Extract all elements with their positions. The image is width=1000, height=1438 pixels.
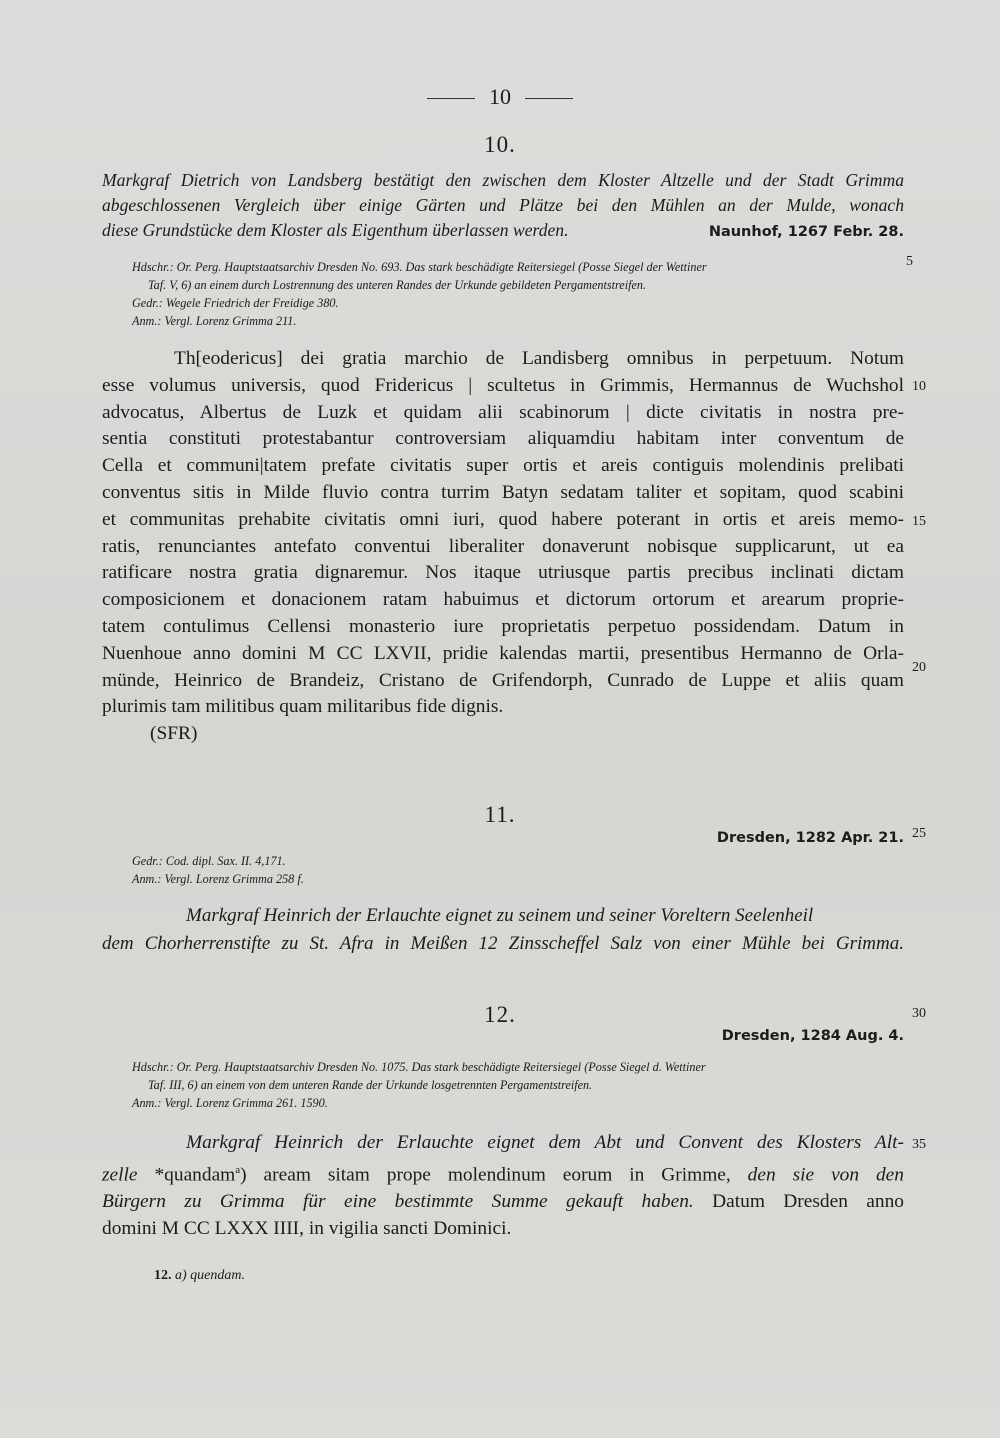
- text-line: plurimis tam militibus quam militaribus fide dignis.: [102, 696, 504, 718]
- regest-line: diese Grundstücke dem Kloster als Eigenthum überlassen werden.: [102, 220, 569, 240]
- text-line: Th[eodericus] dei gratia marchio de Landisberg omnibus in perpetuum. Notum: [174, 348, 904, 369]
- text-line: sentia constituti protestabantur controversiam aliquamdiu habitam inter conventum de: [102, 428, 904, 450]
- apparatus-line: Gedr.: Wegele Friedrich der Freidige 380.: [132, 296, 339, 310]
- page-number: 10: [489, 84, 511, 109]
- regest-last-row: [102, 218, 904, 245]
- line-number: 35: [912, 1137, 926, 1152]
- text-line: ratis, renunciantes antefato conventui liberaliter donaverunt nobisque supplicarunt, ut ea: [102, 535, 904, 557]
- text-line: [102, 1189, 904, 1216]
- apparatus-10: [132, 258, 904, 330]
- regest-line: Markgraf Dietrich von Landsberg bestätigt den zwischen dem Kloster Altzelle und der Stadt Grimma: [102, 170, 904, 190]
- place-date: Dresden, 1282 Apr. 21.: [716, 830, 904, 846]
- text-line: [102, 1157, 904, 1189]
- doc-number-11: 11.: [484, 802, 516, 827]
- apparatus-line: Taf. V, 6) an einem durch Lostrennung des unteren Randes der Urkunde gebildeten Pergamentstreifen.: [148, 278, 647, 292]
- text-line: esse volumus universis, quod Fridericus | scultetus in Grimmis, Hermannus de Wuchshol: [102, 374, 904, 396]
- regest-line: dem Chorherrenstifte zu St. Afra in Meißen 12 Zinsscheffel Salz von einer Mühle bei Grimma.: [102, 933, 904, 954]
- apparatus-11: [132, 852, 904, 888]
- apparatus-line: Gedr.: Cod. dipl. Sax. II. 4,171.: [132, 854, 286, 868]
- closing-sfr: (SFR): [150, 723, 198, 745]
- rule-right: [525, 98, 573, 99]
- apparatus-line: Taf. III, 6) an einem von dem unteren Rande der Urkunde losgetrennten Pergamentstreifen.: [148, 1078, 593, 1092]
- text-line: Cella et communi|tatem prefate civitatis super ortis et areis contiguis molendinis prelibati: [102, 455, 904, 477]
- text-line: Markgraf Heinrich der Erlauchte eignet dem Abt und Convent des Klosters Alt-: [186, 1132, 904, 1153]
- regest-line: Markgraf Heinrich der Erlauchte eignet zu seinem und seiner Voreltern Seelenheil: [186, 905, 814, 926]
- text-line: ratificare nostra gratia dignaremur. Nos itaque utriusque partis precibus inclinati dictam: [102, 562, 904, 584]
- apparatus-line: Anm.: Vergl. Lorenz Grimma 211.: [132, 314, 297, 328]
- line-number: 20: [912, 660, 926, 675]
- regest-11: [102, 902, 904, 958]
- text-fragment: Bürgern zu Grimma für eine bestimmte Summe gekauft haben.: [102, 1191, 694, 1213]
- apparatus-line: Hdschr.: Or. Perg. Hauptstaatsarchiv Dresden No. 693. Das stark beschädigte Reitersiegel (Posse Siegel der Wettiner: [132, 260, 707, 274]
- footnote-text: a) quendam.: [175, 1268, 245, 1283]
- text-fragment: ) aream sitam prope molendinum eorum in Grimme,: [240, 1164, 731, 1186]
- text-10: [102, 346, 904, 748]
- place-date: Naunhof, 1267 Febr. 28.: [708, 224, 904, 240]
- text-fragment: Datum Dresden anno: [712, 1191, 904, 1213]
- apparatus-line: Anm.: Vergl. Lorenz Grimma 258 f.: [132, 872, 304, 886]
- regest-10: [102, 168, 904, 245]
- footnote: [154, 1268, 245, 1284]
- text-line: tatem contulimus Cellensi monasterio iure proprietatis perpetuo possidendam. Datum in: [102, 615, 904, 637]
- text-12: [102, 1130, 904, 1243]
- text-line: Nuenhoue anno domini M CC LXVII, pridie kalendas martii, presentibus Hermanno de Orla-: [102, 642, 904, 664]
- text-line: composicionem et donacionem ratam habuimus et dictorum ortorum et arearum proprie-: [102, 589, 904, 611]
- text-line: conventus sitis in Milde fluvio contra turrim Batyn sedatam taliter et sopitam, quod scabini: [102, 481, 904, 503]
- line-number: 30: [912, 1006, 926, 1021]
- regest-line: abgeschlossenen Vergleich über einige Gärten und Plätze bei den Mühlen an der Mulde, wonach: [102, 195, 904, 215]
- line-number: 5: [906, 254, 913, 269]
- rule-left: [427, 98, 475, 99]
- footnote-marker: a: [235, 1163, 241, 1176]
- doc-number-12: 12.: [484, 1002, 516, 1027]
- line-number: 15: [912, 514, 926, 529]
- apparatus-line: Hdschr.: Or. Perg. Hauptstaatsarchiv Dresden No. 1075. Das stark beschädigte Reitersiegel (Posse Siegel d. Wettiner: [132, 1060, 706, 1074]
- text-fragment: zelle: [102, 1164, 138, 1186]
- text-line: münde, Heinrico de Brandeiz, Cristano de Grifendorph, Cunrado de Luppe et aliis quam: [102, 669, 904, 691]
- line-number: 10: [912, 379, 926, 394]
- place-date: Dresden, 1284 Aug. 4.: [721, 1028, 904, 1044]
- text-line: domini M CC LXXX IIII, in vigilia sancti Dominici.: [102, 1217, 512, 1239]
- text-line: et communitas prehabite civitatis omni iuri, quod habere poterant in ortis et areis memo-: [102, 508, 904, 530]
- footnote-number: 12.: [154, 1268, 172, 1283]
- text-fragment: *quandam: [154, 1164, 236, 1186]
- text-fragment: den sie von den: [747, 1164, 904, 1186]
- doc-number-10: 10.: [484, 132, 516, 157]
- text-line: advocatus, Albertus de Luzk et quidam alii scabinorum | dicte civitatis in nostra pre-: [102, 401, 904, 423]
- apparatus-line: Anm.: Vergl. Lorenz Grimma 261. 1590.: [132, 1096, 328, 1110]
- running-head: [0, 84, 1000, 110]
- apparatus-12: [132, 1058, 904, 1112]
- line-number: 25: [912, 826, 926, 841]
